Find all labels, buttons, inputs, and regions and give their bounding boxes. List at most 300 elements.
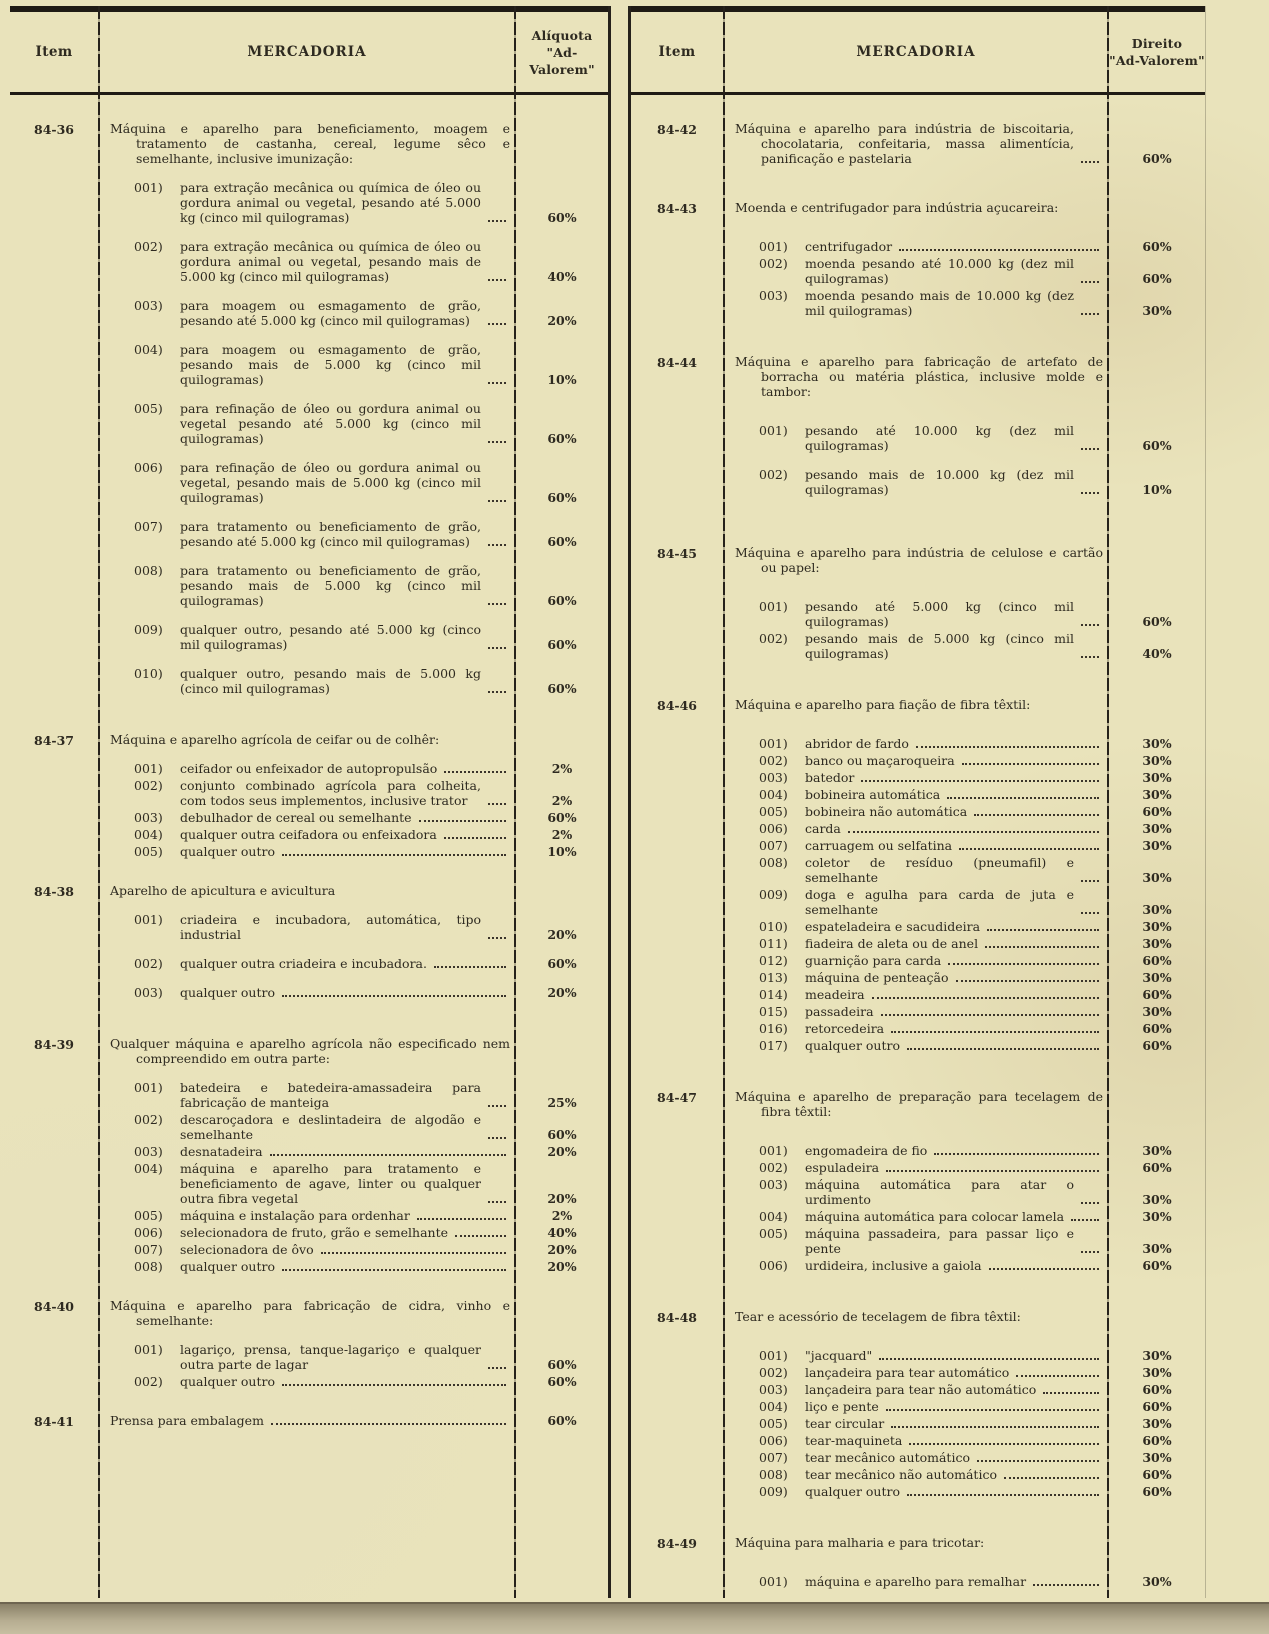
entry-body: [723, 1089, 1205, 1275]
rate-value: 60%: [547, 1374, 577, 1389]
subitem-text: ceifador ou enfeixador de autopropulsão: [180, 761, 438, 776]
subitem-text-wrap: [180, 1259, 510, 1274]
subitem-main: [759, 753, 1109, 768]
subitem-row: [759, 821, 1205, 836]
rate-value: 20%: [547, 313, 577, 328]
leader-dots: [488, 382, 506, 384]
entry-heading-main: [735, 354, 1109, 399]
rate-value: 60%: [1142, 1382, 1172, 1397]
leader-dots: [1081, 1202, 1099, 1204]
subitem-code: 006): [759, 821, 788, 836]
subitem-row: [134, 622, 608, 652]
subitem-text-wrap: [805, 1382, 1103, 1397]
subitem-text-wrap: [805, 936, 1103, 951]
subitem-row: [759, 1467, 1205, 1482]
entry-heading: Máquina para malharia e para tricotar:: [735, 1535, 985, 1550]
subitem-code: 006): [134, 460, 163, 475]
subitem-row: [134, 1374, 608, 1389]
subitem-row: [134, 666, 608, 696]
rate-value: 40%: [1142, 646, 1172, 661]
subitem-text-wrap: [180, 563, 510, 608]
rate-value: 2%: [551, 793, 573, 808]
subitem-main: [134, 1144, 516, 1159]
subitem-text: qualquer outro: [180, 1374, 276, 1389]
entry-heading-main: [110, 732, 516, 747]
entry-heading-main: [110, 883, 516, 898]
subitem-main: [134, 1242, 516, 1257]
subitem-text: tear mecânico não automático: [805, 1467, 997, 1482]
rate-value: 30%: [1142, 870, 1172, 885]
leader-dots: [417, 1218, 506, 1220]
subitem-text: qualquer outro: [180, 985, 276, 1000]
subitem-text-wrap: [805, 423, 1103, 453]
item-code: 84-47: [657, 1090, 697, 1105]
subitem-row: [759, 1160, 1205, 1175]
subitem-code: 001): [134, 1342, 163, 1357]
subitem-row: [134, 761, 608, 776]
subitem-text-wrap: [805, 631, 1103, 661]
subitem-text: batedeira e batedeira-amassadeira para fabricação de manteiga: [180, 1080, 481, 1110]
rate-value: 20%: [547, 927, 577, 942]
subitem-row: [134, 1259, 608, 1274]
left-table: [10, 6, 611, 1598]
subitem-main: [759, 887, 1109, 917]
subitem-main: [759, 970, 1109, 985]
subitem-main: [134, 1161, 516, 1206]
subitem-text-wrap: [805, 599, 1103, 629]
subitem-list: [134, 180, 608, 696]
subitem-text-wrap: [180, 1225, 510, 1240]
entry-heading-main: [735, 200, 1109, 215]
entry-heading-row: [110, 732, 608, 747]
leader-dots: [488, 1105, 506, 1107]
subitem-row: [759, 887, 1205, 917]
subitem-text: selecionadora de ôvo: [180, 1242, 314, 1257]
column-header-mercadoria: MERCADORIA: [856, 44, 976, 60]
subitem-main: [134, 666, 516, 696]
entry-heading: Tear e acessório de tecelagem de fibra têxtil:: [735, 1309, 1021, 1324]
leader-dots: [987, 929, 1099, 931]
subitem-code: 002): [134, 778, 163, 793]
subitem-text-wrap: [805, 736, 1103, 751]
entry-heading-main: [110, 1298, 516, 1328]
rate-value: 60%: [547, 1127, 577, 1142]
subitem-text: retorcedeira: [805, 1021, 885, 1036]
entry-heading-row: [735, 354, 1205, 399]
item-code: 84-46: [657, 698, 697, 713]
subitem-code: 010): [134, 666, 163, 681]
subitem-text-wrap: [805, 1574, 1103, 1589]
subitem-code: 008): [759, 1467, 788, 1482]
subitem-text-wrap: [805, 1209, 1103, 1224]
leader-dots: [271, 1423, 506, 1425]
subitem-code: 015): [759, 1004, 788, 1019]
subitem-row: [134, 1225, 608, 1240]
subitem-main: [759, 1399, 1109, 1414]
subitem-text-wrap: [180, 666, 510, 696]
item-code: 84-42: [657, 122, 697, 137]
entry-heading: Máquina e aparelho para fabricação de artefato de borracha ou matéria plástica, inclusive molde e tambor:: [735, 354, 1103, 399]
subitem-row: [134, 778, 608, 808]
rate-value: 60%: [1142, 1467, 1172, 1482]
entry-body: [98, 1298, 608, 1391]
leader-dots: [1081, 880, 1099, 882]
entry-body: [723, 1309, 1205, 1501]
rate-value: 30%: [1142, 1348, 1172, 1363]
subitem-text: abridor de fardo: [805, 736, 909, 751]
subitem-text: espuladeira: [805, 1160, 880, 1175]
leader-dots: [907, 1494, 1099, 1496]
leader-dots: [947, 797, 1099, 799]
leader-dots: [282, 1269, 506, 1271]
rate-value: 30%: [1142, 770, 1172, 785]
subitem-row: [759, 987, 1205, 1002]
leader-dots: [488, 323, 506, 325]
subitem-text-wrap: [805, 1021, 1103, 1036]
subitem-main: [759, 1382, 1109, 1397]
leader-dots: [959, 848, 1099, 850]
subitem-text: máquina e instalação para ordenhar: [180, 1208, 410, 1223]
rate-value: 60%: [547, 810, 577, 825]
subitem-main: [759, 1209, 1109, 1224]
rate-value: 10%: [547, 372, 577, 387]
subitem-text: selecionadora de fruto, grão e semelhante: [180, 1225, 449, 1240]
subitem-text: para moagem ou esmagamento de grão, pesando mais de 5.000 kg (cinco mil quilogramas): [180, 342, 481, 387]
rate-value: 60%: [1142, 1258, 1172, 1273]
subitem-main: [134, 827, 516, 842]
subitem-code: 011): [759, 936, 788, 951]
subitem-text: tear circular: [805, 1416, 885, 1431]
subitem-text-wrap: [805, 753, 1103, 768]
subitem-main: [759, 1484, 1109, 1499]
rate-value: 10%: [547, 844, 577, 859]
subitem-code: 004): [134, 342, 163, 357]
subitem-code: 016): [759, 1021, 788, 1036]
subitem-code: 006): [134, 1225, 163, 1240]
subitem-row: [759, 1258, 1205, 1273]
subitem-text-wrap: [180, 844, 510, 859]
subitem-row: [759, 1433, 1205, 1448]
leader-dots: [1081, 492, 1099, 494]
leader-dots: [1081, 656, 1099, 658]
subitem-row: [759, 1348, 1205, 1363]
subitem-text-wrap: [180, 985, 510, 1000]
subitem-text-wrap: [805, 1258, 1103, 1273]
subitem-row: [759, 855, 1205, 885]
subitem-row: [134, 180, 608, 225]
rate-value: 30%: [1142, 1241, 1172, 1256]
subitem-code: 006): [759, 1258, 788, 1273]
subitem-text-wrap: [180, 1342, 510, 1372]
subitem-row: [759, 239, 1205, 254]
subitem-code: 004): [759, 787, 788, 802]
subitem-row: [759, 423, 1205, 453]
rate-value: 30%: [1142, 1209, 1172, 1224]
subitem-code: 001): [759, 239, 788, 254]
subitem-code: 017): [759, 1038, 788, 1053]
subitem-code: 005): [759, 1226, 788, 1241]
entry-heading-row: [735, 545, 1205, 575]
subitem-code: 007): [759, 1450, 788, 1465]
entry-heading-row: [735, 121, 1205, 166]
rate-value: 60%: [1142, 438, 1172, 453]
subitem-row: [134, 912, 608, 942]
subitem-main: [134, 401, 516, 446]
subitem-text: liço e pente: [805, 1399, 879, 1414]
rate-value: 60%: [1142, 1399, 1172, 1414]
subitem-code: 003): [134, 1144, 163, 1159]
rate-value: 60%: [547, 956, 577, 971]
item-code: 84-43: [657, 201, 697, 216]
subitem-text-wrap: [805, 887, 1103, 917]
right-table-body: [631, 95, 1205, 1632]
subitem-main: [759, 1226, 1109, 1256]
subitem-row: [134, 239, 608, 284]
rate-header-line1: Direito: [1131, 36, 1183, 51]
entry-heading-row: [110, 1298, 608, 1328]
subitem-code: 002): [134, 239, 163, 254]
subitem-main: [759, 1433, 1109, 1448]
rate-value: 60%: [1142, 151, 1172, 166]
leader-dots: [444, 837, 506, 839]
subitem-text: qualquer outro, pesando até 5.000 kg (cinco mil quilogramas): [180, 622, 481, 652]
leader-dots: [1043, 1392, 1099, 1394]
leader-dots: [1004, 1477, 1099, 1479]
subitem-text: para extração mecânica ou química de óleo ou gordura animal ou vegetal, pesando até 5.000 kg (cinco mil quilogramas): [180, 180, 481, 225]
subitem-code: 002): [134, 1112, 163, 1127]
subitem-code: 004): [134, 1161, 163, 1176]
rate-header-line1: Alíquota: [531, 27, 593, 43]
leader-dots: [848, 831, 1099, 833]
subitem-row: [134, 298, 608, 328]
subitem-text: máquina e aparelho para tratamento e beneficiamento de agave, linter ou qualquer outra fibra vegetal: [180, 1161, 481, 1206]
subitem-row: [134, 1112, 608, 1142]
entry-heading-row: [735, 1089, 1205, 1119]
subitem-text: engomadeira de fio: [805, 1143, 928, 1158]
entry-heading-row: [110, 121, 608, 166]
item-code: 84-36: [34, 122, 74, 137]
subitem-code: 001): [759, 736, 788, 751]
subitem-row: [134, 401, 608, 446]
column-divider: [1107, 6, 1109, 1598]
subitem-main: [759, 1574, 1109, 1589]
leader-dots: [488, 279, 506, 281]
subitem-code: 002): [759, 467, 788, 482]
subitem-main: [759, 736, 1109, 751]
item-code: 84-45: [657, 546, 697, 561]
subitem-text: banco ou maçaroqueira: [805, 753, 955, 768]
subitem-text-wrap: [805, 1226, 1103, 1256]
leader-dots: [444, 771, 506, 773]
subitem-row: [759, 1574, 1205, 1589]
subitem-code: 013): [759, 970, 788, 985]
subitem-row: [759, 787, 1205, 802]
subitem-row: [134, 810, 608, 825]
subitem-text-wrap: [180, 622, 510, 652]
subitem-row: [759, 1021, 1205, 1036]
rate-value: 25%: [547, 1095, 577, 1110]
column-divider: [514, 6, 516, 1598]
rate-value: 30%: [1142, 1143, 1172, 1158]
subitem-text-wrap: [180, 342, 510, 387]
subitem-code: 003): [134, 985, 163, 1000]
entry-body: [98, 1413, 608, 1429]
entry-heading-row: [735, 1309, 1205, 1324]
subitem-text-wrap: [180, 778, 510, 808]
subitem-text: pesando mais de 10.000 kg (dez mil quilogramas): [805, 467, 1074, 497]
leader-dots: [886, 1409, 1099, 1411]
subitem-row: [759, 1004, 1205, 1019]
subitem-list: [134, 761, 608, 859]
subitem-main: [759, 423, 1109, 453]
rate-value: 40%: [547, 1225, 577, 1240]
subitem-text-wrap: [180, 298, 510, 328]
leader-dots: [891, 1031, 1099, 1033]
rate-value: 60%: [1142, 804, 1172, 819]
subitem-main: [759, 936, 1109, 951]
subitem-text-wrap: [180, 1144, 510, 1159]
subitem-main: [134, 844, 516, 859]
subitem-main: [759, 1416, 1109, 1431]
leader-dots: [270, 1154, 506, 1156]
subitem-text-wrap: [805, 1177, 1103, 1207]
subitem-main: [759, 1467, 1109, 1482]
subitem-text: batedor: [805, 770, 855, 785]
entry-heading-row: [110, 883, 608, 898]
subitem-text: doga e agulha para carda de juta e semelhante: [805, 887, 1074, 917]
subitem-row: [759, 736, 1205, 751]
subitem-code: 005): [134, 844, 163, 859]
subitem-text: moenda pesando até 10.000 kg (dez mil quilogramas): [805, 256, 1074, 286]
leader-dots: [1016, 1375, 1099, 1377]
entry-heading-main: [735, 697, 1109, 712]
column-divider: [723, 6, 725, 1598]
subitem-row: [759, 1209, 1205, 1224]
subitem-code: 001): [759, 423, 788, 438]
rate-value: 60%: [547, 1357, 577, 1372]
subitem-text-wrap: [805, 1365, 1103, 1380]
subitem-main: [134, 1080, 516, 1110]
entry-body: [98, 1036, 608, 1276]
subitem-list: [134, 1342, 608, 1389]
entry-heading-main: [735, 1309, 1109, 1324]
right-table-header: [631, 6, 1205, 95]
subitem-row: [134, 1342, 608, 1372]
leader-dots: [1071, 1219, 1099, 1221]
subitem-main: [759, 821, 1109, 836]
entry-heading-main: [735, 1535, 1109, 1550]
subitem-main: [759, 1143, 1109, 1158]
leader-dots: [321, 1252, 506, 1254]
subitem-code: 003): [134, 810, 163, 825]
subitem-code: 008): [759, 855, 788, 870]
page-bottom-edge: [0, 1602, 1269, 1634]
subitem-text-wrap: [180, 1080, 510, 1110]
subitem-row: [134, 827, 608, 842]
table-row: [631, 545, 1205, 663]
subitem-code: 005): [759, 804, 788, 819]
subitem-main: [759, 953, 1109, 968]
rate-value: 30%: [1142, 936, 1172, 951]
subitem-text-wrap: [180, 180, 510, 225]
subitem-text-wrap: [805, 919, 1103, 934]
subitem-code: 003): [759, 770, 788, 785]
subitem-main: [134, 519, 516, 549]
rate-value: 30%: [1142, 753, 1172, 768]
subitem-row: [759, 804, 1205, 819]
leader-dots: [1033, 1584, 1099, 1586]
leader-dots: [916, 746, 1099, 748]
subitem-text: qualquer outro, pesando mais de 5.000 kg (cinco mil quilogramas): [180, 666, 481, 696]
subitem-text-wrap: [805, 256, 1103, 286]
subitem-text: qualquer outra criadeira e incubadora.: [180, 956, 427, 971]
subitem-row: [759, 1416, 1205, 1431]
subitem-code: 007): [134, 519, 163, 534]
subitem-text: moenda pesando mais de 10.000 kg (dez mil quilogramas): [805, 288, 1074, 318]
column-divider: [98, 6, 100, 1598]
entry-body: [98, 883, 608, 1014]
subitem-main: [759, 288, 1109, 318]
rate-value: 30%: [1142, 303, 1172, 318]
subitem-code: 002): [759, 753, 788, 768]
subitem-code: 007): [134, 1242, 163, 1257]
leader-dots: [488, 647, 506, 649]
entry-heading-row: [735, 200, 1205, 215]
leader-dots: [282, 854, 506, 856]
item-code: 84-44: [657, 355, 697, 370]
entry-heading-row: [735, 1535, 1205, 1550]
entry-heading-main: [735, 545, 1109, 575]
subitem-text-wrap: [180, 519, 510, 549]
subitem-row: [134, 342, 608, 387]
subitem-text-wrap: [180, 810, 510, 825]
subitem-text: carruagem ou selfatina: [805, 838, 953, 853]
subitem-text: urdideira, inclusive a gaiola: [805, 1258, 982, 1273]
leader-dots: [488, 220, 506, 222]
leader-dots: [1081, 281, 1099, 283]
subitem-main: [759, 1160, 1109, 1175]
leader-dots: [1081, 1251, 1099, 1253]
subitem-row: [134, 519, 608, 549]
subitem-main: [134, 239, 516, 284]
subitem-code: 007): [759, 838, 788, 853]
subitem-code: 001): [134, 912, 163, 927]
subitem-row: [759, 838, 1205, 853]
entry-heading-main: [110, 1036, 516, 1066]
leader-dots: [881, 1014, 1099, 1016]
leader-dots: [488, 500, 506, 502]
subitem-text: passadeira: [805, 1004, 874, 1019]
subitem-row: [759, 1226, 1205, 1256]
subitem-text: lagariço, prensa, tanque-lagariço e qualquer outra parte de lagar: [180, 1342, 481, 1372]
subitem-row: [134, 985, 608, 1000]
leader-dots: [455, 1235, 506, 1237]
rate-value: 60%: [1142, 614, 1172, 629]
subitem-text-wrap: [180, 1374, 510, 1389]
entry-heading-row: [110, 1036, 608, 1066]
subitem-code: 005): [134, 1208, 163, 1223]
right-table: [628, 6, 1206, 1598]
subitem-text: lançadeira para tear não automático: [805, 1382, 1037, 1397]
leader-dots: [907, 1048, 1099, 1050]
rate-value: 40%: [547, 269, 577, 284]
rate-value: 20%: [547, 1144, 577, 1159]
leader-dots: [962, 763, 1099, 765]
entry-heading-main: [110, 121, 516, 166]
leader-dots: [488, 1367, 506, 1369]
subitem-text: debulhador de cereal ou semelhante: [180, 810, 412, 825]
rate-value: 60%: [1142, 1021, 1172, 1036]
